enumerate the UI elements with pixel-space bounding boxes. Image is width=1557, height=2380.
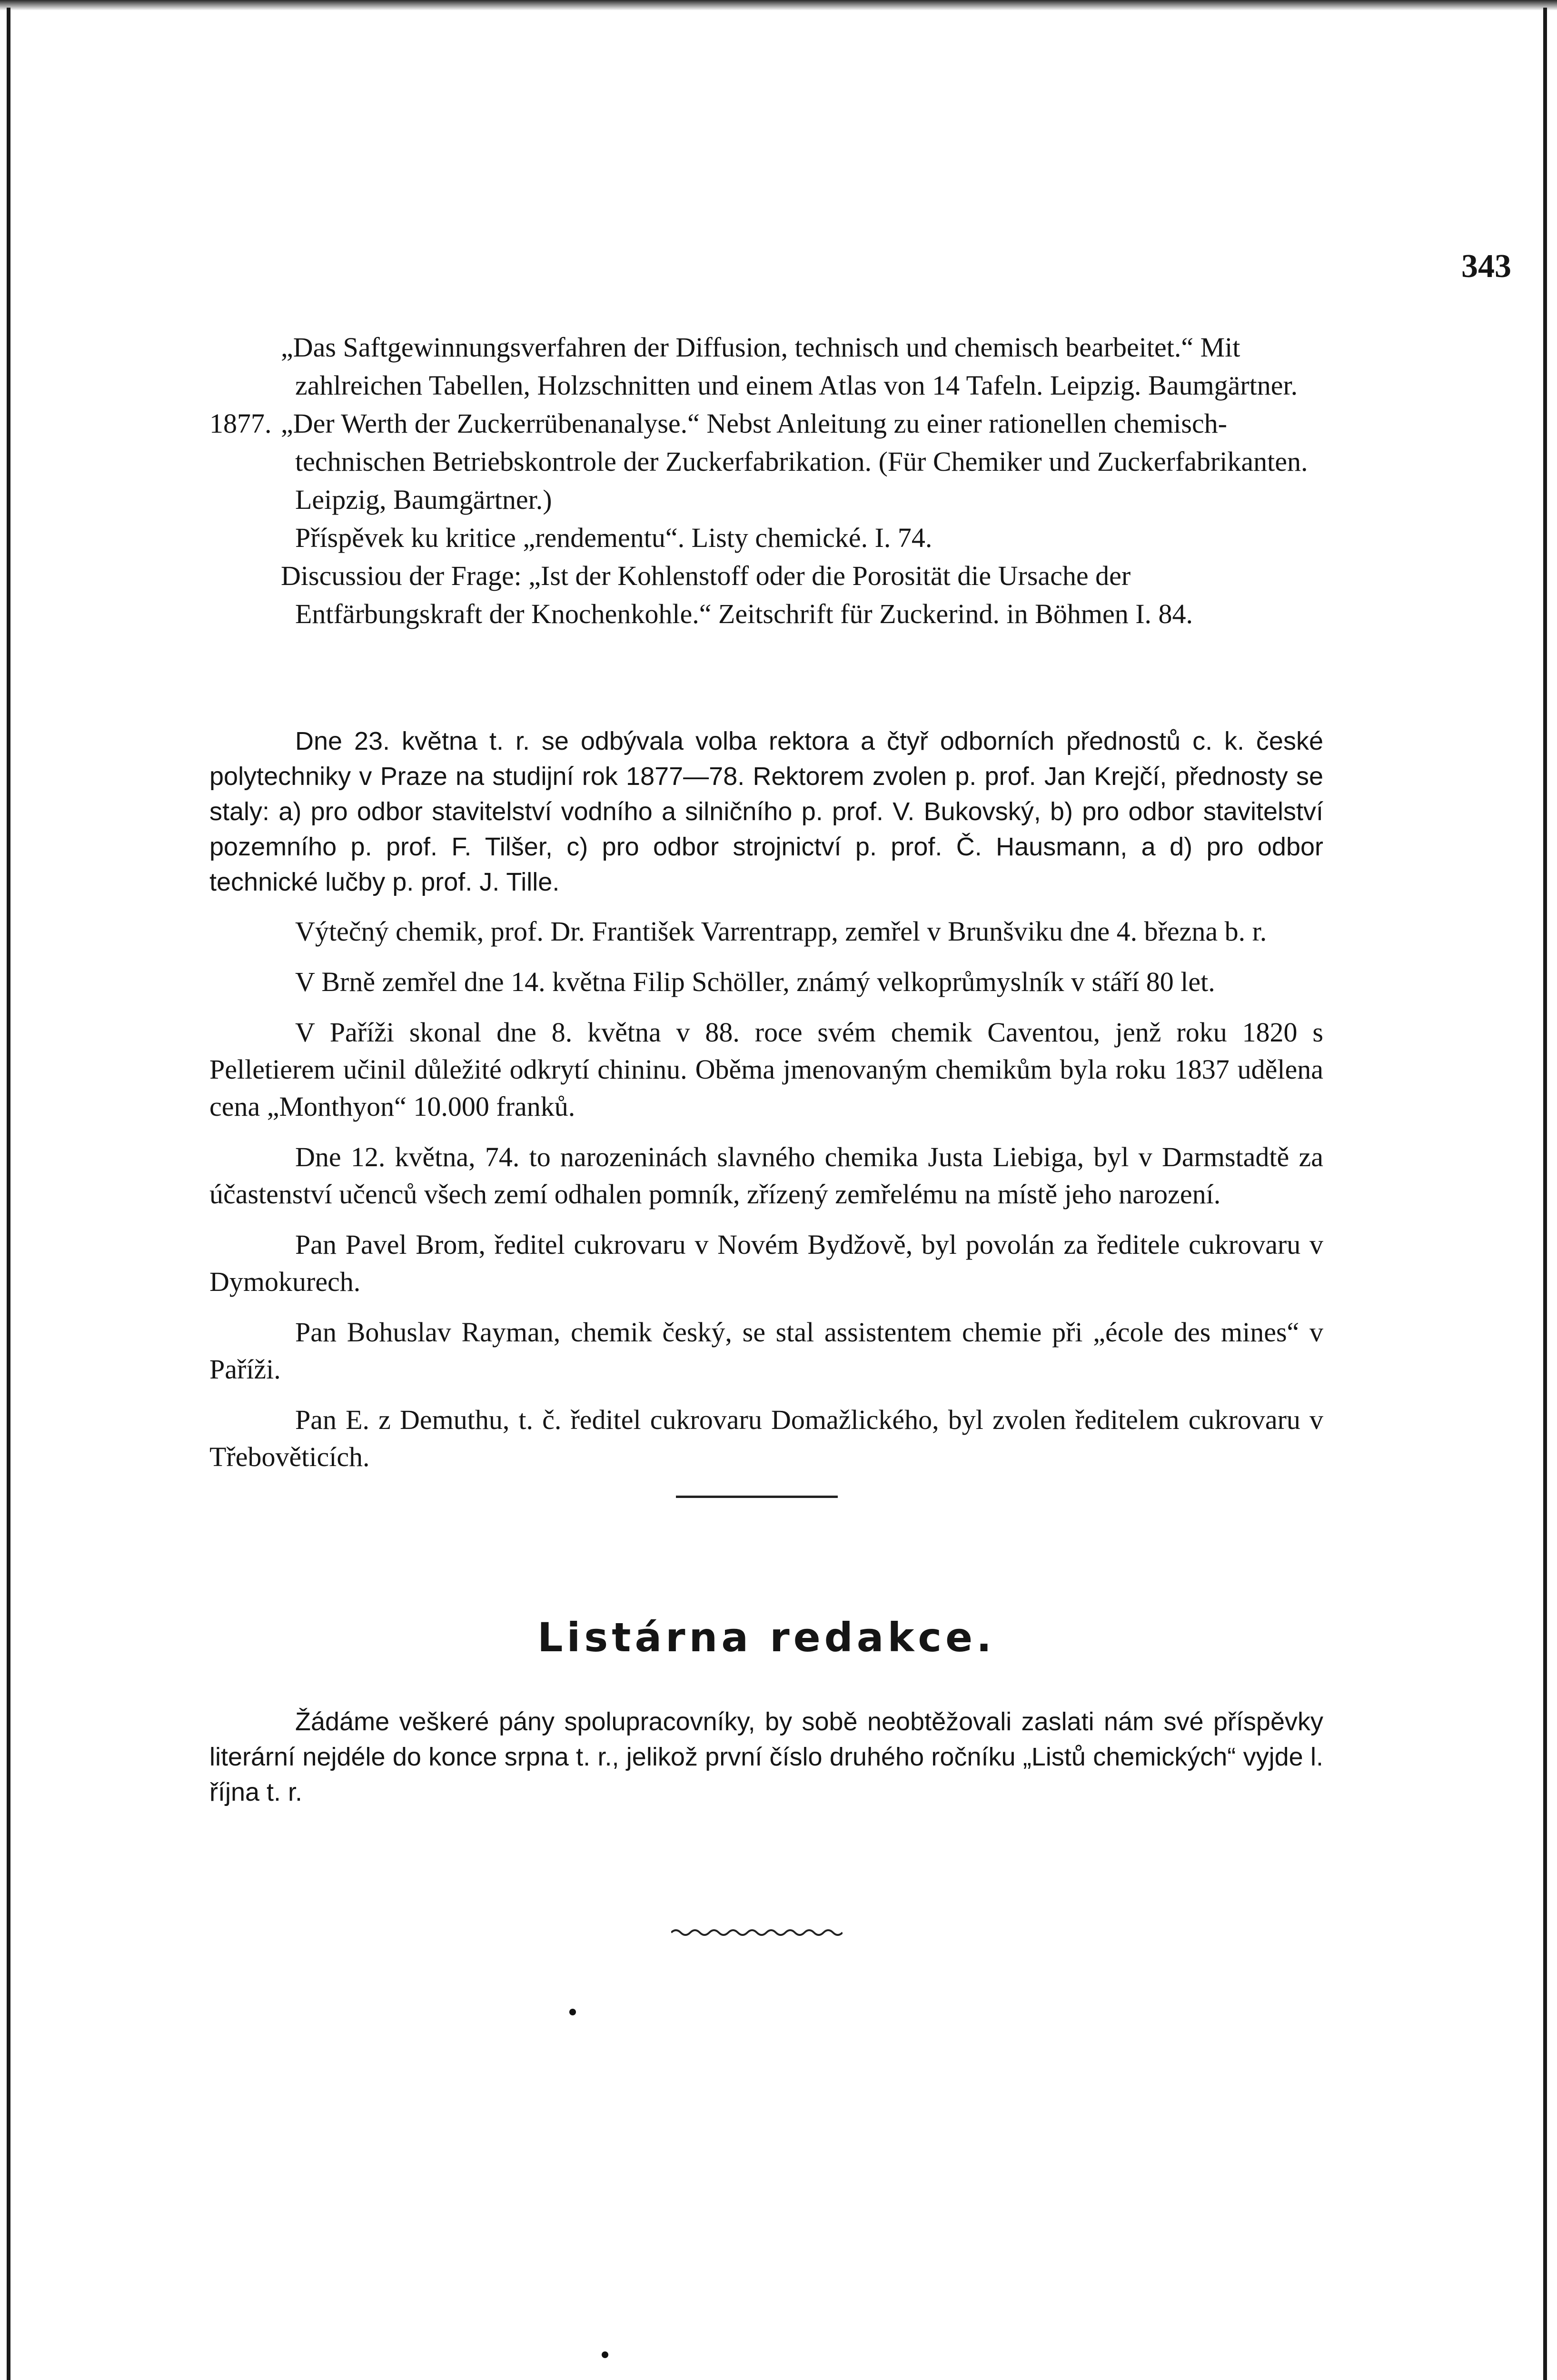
bibliography-entry: [209, 328, 1323, 405]
bibliography-list: [209, 328, 1323, 633]
news-paragraph: Pan Pavel Brom, ředitel cukrovaru v Novém Bydžově, byl povolán za ředitele cukrovaru v Dymokurech.: [209, 1229, 1323, 1297]
entry-text: Discussiou der Frage: „Ist der Kohlenstoff oder die Porosität die Ursache der Entfärbungskraft der Knochenkohle.“ Zeitschrift für Zuckerind. in Böhmen I. 84.: [281, 560, 1193, 629]
news-paragraph: Výtečný chemik, prof. Dr. František Varrentrapp, zemřel v Brunšviku dne 4. března b. r.: [295, 916, 1267, 947]
entry-text: Příspěvek ku kritice „rendementu“. Listy chemické. I. 74.: [295, 522, 932, 553]
section-divider: [676, 1496, 838, 1498]
news-paragraph: Dne 23. května t. r. se odbývala volba rektora a čtyř odborních přednostů c. k. české polytechniky v Praze na studijní rok 1877—78. Rektorem zvolen p. prof. Jan Krejčí, přednosty se staly: a) pro odbor stavitelství vodního a silničního p. prof. V. Bukovský, b) pro odbor stavitelství pozemního p. prof. F. Tilšer, c) pro odbor strojnictví p. prof. Č. Hausmann, a d) pro odbor technické lučby p. prof. J. Tille.: [209, 727, 1323, 896]
bibliography-entry: [209, 519, 1323, 557]
news-paragraph: Pan Bohuslav Rayman, chemik český, se stal assistentem chemie při „école des mines“ v Paříži.: [209, 1317, 1323, 1385]
entry-text: „Das Saftgewinnungsverfahren der Diffusion, technisch und chemisch bearbeitet.“ Mit zahlreichen Tabellen, Holzschnitten und einem Atlas von 14 Tafeln. Leipzig. Baumgärtner.: [281, 332, 1298, 401]
news-paragraph: V Brně zemřel dne 14. května Filip Schöller, známý velkoprůmyslník v stáří 80 let.: [295, 966, 1215, 997]
bibliography-entry: [209, 405, 1323, 519]
ink-speck: [602, 2351, 608, 2358]
entry-year: 1877.: [209, 408, 272, 439]
page-number: 343: [1461, 248, 1511, 285]
news-paragraph: Pan E. z Demuthu, t. č. ředitel cukrovaru Domažlického, byl zvolen ředitelem cukrovaru v Třebověticích.: [209, 1404, 1323, 1472]
notice-paragraph: Žádáme veškeré pány spolupracovníky, by sobě neobtěžovali zaslati nám své příspěvky literární nejdéle do konce srpna t. r., jelikož první číslo druhého ročníku „Listů chemických“ vyjde l. října t. r.: [209, 1707, 1323, 1806]
editorial-notice: [209, 1704, 1323, 1810]
entry-text: „Der Werth der Zuckerrübenanalyse.“ Nebst Anleitung zu einer rationellen chemisch-technischen Betriebskontrole der Zuckerfabrikation. (Für Chemiker und Zuckerfabrikanten. Leipzig, Baumgärtner.): [281, 408, 1308, 515]
wavy-divider: [671, 1925, 843, 1940]
news-paragraph: V Paříži skonal dne 8. května v 88. roce svém chemik Caventou, jenž roku 1820 s Pelletierem učinil důležité odkrytí chininu. Oběma jmenovaným chemikům byla roku 1837 udělena cena „Monthyon“ 10.000 franků.: [209, 1017, 1323, 1122]
news-section: [209, 724, 1323, 1489]
bibliography-entry: [209, 557, 1323, 633]
section-title: Listárna redakce.: [537, 1614, 996, 1661]
news-paragraph: Dne 12. května, 74. to narozeninách slavného chemika Justa Liebiga, byl v Darmstadtě za účastenství učenců všech zemí odhalen pomník, zřízený zemřelému na místě jeho narození.: [209, 1141, 1323, 1210]
ink-speck: [569, 2009, 576, 2015]
